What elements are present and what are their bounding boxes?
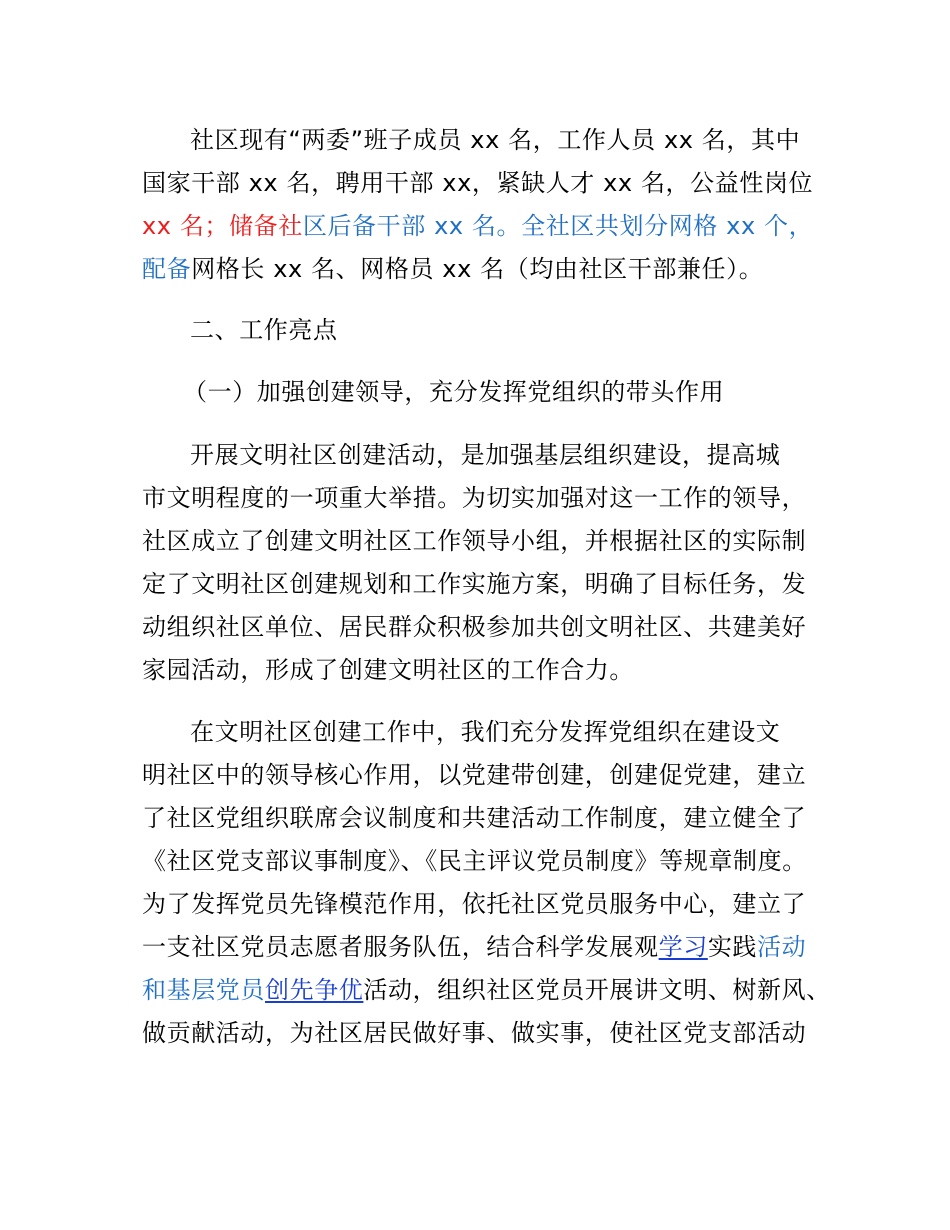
para2-line-5: 动组织社区单位、居民群众积极参加共创文明社区、共建美好 bbox=[142, 613, 807, 641]
subsection-heading: （一）加强创建领导，充分发挥党组织的带头作用 bbox=[183, 378, 725, 406]
para3-line-8: 做贡献活动，为社区居民做好事、做实事，使社区党支部活动 bbox=[142, 1019, 807, 1047]
highlight-blue-text: 区后备干部 xx 名。全社区共划分网格 xx 个， bbox=[302, 212, 814, 240]
para3-line-4: 《社区党支部议事制度》、《民主评议党员制度》等规章制度。 bbox=[142, 847, 807, 875]
para3-line-3: 了社区党组织联席会议制度和共建活动工作制度，建立健全了 bbox=[142, 804, 807, 832]
link-study[interactable]: 学习 bbox=[658, 933, 708, 961]
para2-line-3: 社区成立了创建文明社区工作领导小组，并根据社区的实际制 bbox=[142, 527, 807, 555]
body-text: 网格长 xx 名、网格员 xx 名（均由社区干部兼任）。 bbox=[191, 255, 764, 283]
para2-line-6: 家园活动，形成了创建文明社区的工作合力。 bbox=[142, 656, 634, 684]
highlight-blue-text: 配备 bbox=[142, 255, 192, 283]
para3-line-1: 在文明社区创建工作中，我们充分发挥党组织在建设文 bbox=[190, 718, 781, 746]
para1-line-3 bbox=[142, 211, 813, 241]
para3-line-7 bbox=[142, 975, 831, 1005]
para1-line-4 bbox=[142, 254, 763, 284]
body-text: 实践 bbox=[707, 933, 758, 961]
para1-line-2: 国家干部 xx 名，聘用干部 xx，紧缺人才 xx 名，公益性岗位 bbox=[142, 169, 814, 197]
link-excellence[interactable]: 创先争优 bbox=[265, 976, 364, 1004]
body-text: 活动，组织社区党员开展讲文明、树新风、 bbox=[363, 976, 831, 1004]
highlight-blue-text: 和基层党员 bbox=[142, 976, 265, 1004]
para3-line-2: 明社区中的领导核心作用，以党建带创建，创建促党建，建立 bbox=[142, 761, 807, 789]
para3-line-5: 为了发挥党员先锋模范作用，依托社区党员服务中心，建立了 bbox=[142, 890, 807, 918]
para3-line-6 bbox=[142, 932, 806, 962]
para2-line-2: 市文明程度的一项重大举措。为切实加强对这一工作的领导， bbox=[142, 484, 807, 512]
section-heading: 二、工作亮点 bbox=[190, 316, 338, 344]
highlight-red-text: xx 名；储备社 bbox=[142, 212, 303, 240]
para2-line-4: 定了文明社区创建规划和工作实施方案，明确了目标任务，发 bbox=[142, 570, 807, 598]
body-text: 一支社区党员志愿者服务队伍，结合科学发展观 bbox=[142, 933, 659, 961]
para2-line-1: 开展文明社区创建活动，是加强基层组织建设，提高城 bbox=[190, 441, 781, 469]
para1-line-1: 社区现有“两委”班子成员 xx 名，工作人员 xx 名，其中 bbox=[190, 126, 801, 154]
highlight-blue-text: 活动 bbox=[757, 933, 807, 961]
